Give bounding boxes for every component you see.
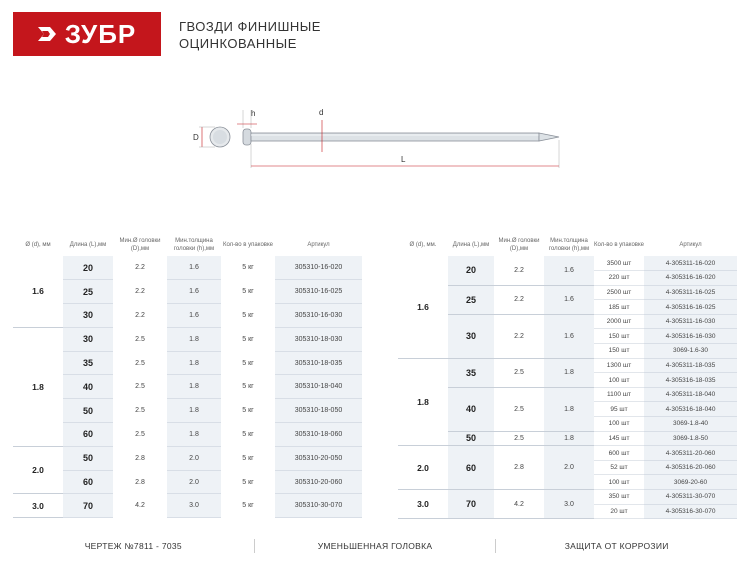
cell-length: 70 [448, 490, 494, 519]
table-row [398, 446, 737, 461]
col-header-length: Длина (L),мм [69, 242, 107, 248]
cell-article: 4-305316-30-070 [644, 504, 737, 519]
cell-head-diameter: 2.5 [494, 387, 544, 431]
footer-bar [13, 536, 737, 556]
cell-length: 30 [63, 327, 113, 351]
brand-logo [13, 12, 161, 56]
cell-qty: 5 кг [221, 351, 275, 375]
cell-head-diameter: 4.2 [494, 490, 544, 519]
table-row [13, 280, 362, 304]
brand-mark-icon [38, 25, 60, 43]
cell-qty: 5 кг [221, 399, 275, 423]
cell-diameter: 3.0 [398, 490, 448, 519]
cell-qty: 1300 шт [594, 358, 644, 373]
cell-diameter: 1.8 [13, 327, 63, 446]
table-row [13, 494, 362, 518]
cell-qty: 5 кг [221, 280, 275, 304]
cell-head-thickness: 1.6 [544, 314, 594, 358]
cell-qty: 1100 шт [594, 387, 644, 402]
cell-head-diameter: 2.2 [494, 256, 544, 285]
col-header-diameter: Ø (d), мм [25, 242, 51, 248]
cell-length: 50 [63, 399, 113, 423]
cell-length: 35 [448, 358, 494, 387]
col-header-qty: Кол-во в упаковке [222, 242, 273, 248]
cell-head-thickness: 1.6 [544, 256, 594, 285]
cell-article: 4-305316-16-025 [644, 300, 737, 315]
cell-article: 305310-20-050 [275, 446, 362, 470]
col-header-head-diameter: Мин.Ø головки (D),мм [498, 238, 540, 252]
col-header-length: Длина (L),мм [452, 242, 490, 248]
cell-article: 305310-20-060 [275, 470, 362, 494]
cell-length: 40 [63, 375, 113, 399]
table-row [13, 470, 362, 494]
cell-head-diameter: 2.5 [113, 351, 167, 375]
cell-article: 305310-16-025 [275, 280, 362, 304]
cell-head-thickness: 2.0 [167, 470, 221, 494]
cell-head-thickness: 1.6 [167, 304, 221, 328]
cell-head-diameter: 2.5 [494, 358, 544, 387]
cell-length: 60 [448, 446, 494, 490]
cell-article: 305310-18-050 [275, 399, 362, 423]
cell-article: 305310-18-035 [275, 351, 362, 375]
cell-diameter: 2.0 [398, 446, 448, 490]
cell-head-thickness: 3.0 [167, 494, 221, 518]
cell-head-diameter: 2.2 [113, 304, 167, 328]
cell-head-diameter: 2.2 [113, 280, 167, 304]
footer-drawing-number: ЧЕРТЕЖ №7811 - 7035 [84, 541, 182, 551]
cell-qty: 150 шт [594, 329, 644, 344]
cell-length: 30 [63, 304, 113, 328]
cell-head-thickness: 1.8 [167, 351, 221, 375]
col-header-head-thickness: Мин.толщина головки (h),мм [548, 238, 590, 252]
cell-head-diameter: 2.5 [494, 431, 544, 446]
cell-qty: 100 шт [594, 373, 644, 388]
cell-qty: 5 кг [221, 304, 275, 328]
table-row [13, 399, 362, 423]
cell-length: 35 [63, 351, 113, 375]
cell-diameter: 1.8 [398, 358, 448, 446]
cell-head-thickness: 1.8 [167, 375, 221, 399]
cell-qty: 5 кг [221, 375, 275, 399]
cell-qty: 95 шт [594, 402, 644, 417]
col-header-head-diameter: Мин.Ø головки (D),мм [119, 238, 161, 252]
col-header-diameter: Ø (d), мм. [409, 242, 437, 248]
label-D: D [193, 133, 199, 142]
cell-article: 4-305311-18-035 [644, 358, 737, 373]
cell-head-thickness: 1.8 [167, 423, 221, 447]
cell-qty: 5 кг [221, 494, 275, 518]
col-header-article: Артикул [679, 242, 702, 248]
cell-head-thickness: 1.8 [544, 431, 594, 446]
cell-article: 4-305316-20-060 [644, 460, 737, 475]
cell-qty: 5 кг [221, 423, 275, 447]
col-header-head-thickness: Мин.толщина головки (h),мм [173, 238, 215, 252]
cell-qty: 350 шт [594, 490, 644, 505]
table-row [398, 285, 737, 300]
cell-diameter: 1.6 [398, 256, 448, 358]
cell-qty: 5 кг [221, 327, 275, 351]
cell-length: 25 [63, 280, 113, 304]
cell-qty: 5 кг [221, 470, 275, 494]
table-row [13, 304, 362, 328]
title-line-2: ОЦИНКОВАННЫЕ [179, 36, 297, 51]
table-row [398, 387, 737, 402]
table-row [13, 375, 362, 399]
cell-article: 4-305311-20-060 [644, 446, 737, 461]
cell-article: 4-305316-18-040 [644, 402, 737, 417]
cell-qty: 100 шт [594, 417, 644, 432]
cell-head-diameter: 2.8 [113, 470, 167, 494]
cell-article: 4-305311-18-040 [644, 387, 737, 402]
cell-article: 4-305316-16-030 [644, 329, 737, 344]
cell-head-diameter: 2.8 [113, 446, 167, 470]
cell-qty: 150 шт [594, 344, 644, 359]
table-row [13, 256, 362, 280]
cell-article: 305310-30-070 [275, 494, 362, 518]
cell-qty: 2000 шт [594, 314, 644, 329]
table-row [398, 490, 737, 505]
cell-article: 4-305311-16-025 [644, 285, 737, 300]
cell-article: 305310-18-040 [275, 375, 362, 399]
cell-qty: 2500 шт [594, 285, 644, 300]
cell-diameter: 1.6 [13, 256, 63, 327]
table-row [398, 256, 737, 271]
table-row [13, 351, 362, 375]
cell-head-diameter: 2.2 [113, 256, 167, 280]
cell-length: 50 [448, 431, 494, 446]
cell-qty: 100 шт [594, 475, 644, 490]
nail-drawing [185, 100, 575, 180]
cell-length: 20 [63, 256, 113, 280]
cell-article: 3069-1.6-30 [644, 344, 737, 359]
cell-article: 4-305316-18-035 [644, 373, 737, 388]
cell-qty: 220 шт [594, 271, 644, 286]
cell-head-thickness: 1.6 [167, 280, 221, 304]
cell-article: 4-305311-16-020 [644, 256, 737, 271]
cell-diameter: 3.0 [13, 494, 63, 518]
cell-length: 20 [448, 256, 494, 285]
cell-head-thickness: 1.8 [544, 358, 594, 387]
table-row [13, 327, 362, 351]
cell-head-thickness: 2.0 [544, 446, 594, 490]
cell-length: 25 [448, 285, 494, 314]
left-table-header [13, 234, 362, 256]
cell-qty: 185 шт [594, 300, 644, 315]
cell-head-thickness: 1.6 [544, 285, 594, 314]
label-d: d [319, 108, 324, 117]
cell-qty: 145 шт [594, 431, 644, 446]
cell-diameter: 2.0 [13, 446, 63, 494]
cell-length: 60 [63, 423, 113, 447]
cell-article: 4-305316-16-020 [644, 271, 737, 286]
cell-head-diameter: 2.2 [494, 285, 544, 314]
cell-length: 50 [63, 446, 113, 470]
cell-article: 305310-16-030 [275, 304, 362, 328]
brand-logo-text: ЗУБР [64, 18, 137, 49]
cell-head-thickness: 1.8 [544, 387, 594, 431]
cell-head-diameter: 2.5 [113, 423, 167, 447]
cell-head-diameter: 2.5 [113, 375, 167, 399]
cell-qty: 5 кг [221, 446, 275, 470]
footer-reduced-head: УМЕНЬШЕННАЯ ГОЛОВКА [317, 541, 433, 551]
cell-article: 3069-1.8-50 [644, 431, 737, 446]
cell-article: 3069-1.8-40 [644, 417, 737, 432]
table-row [398, 431, 737, 446]
table-row [13, 423, 362, 447]
col-header-qty: Кол-во в упаковке [594, 242, 645, 248]
cell-head-thickness: 1.8 [167, 327, 221, 351]
cell-qty: 600 шт [594, 446, 644, 461]
right-table-header [398, 234, 737, 256]
table-row [398, 358, 737, 373]
col-header-article: Артикул [307, 242, 330, 248]
cell-qty: 5 кг [221, 256, 275, 280]
product-title [179, 18, 321, 52]
cell-length: 70 [63, 494, 113, 518]
cell-head-thickness: 2.0 [167, 446, 221, 470]
cell-article: 305310-18-030 [275, 327, 362, 351]
label-L: L [401, 155, 406, 164]
cell-head-thickness: 3.0 [544, 490, 594, 519]
cell-length: 30 [448, 314, 494, 358]
cell-article: 305310-18-060 [275, 423, 362, 447]
table-row [398, 314, 737, 329]
cell-article: 305310-16-020 [275, 256, 362, 280]
cell-qty: 52 шт [594, 460, 644, 475]
cell-head-diameter: 4.2 [113, 494, 167, 518]
cell-qty: 20 шт [594, 504, 644, 519]
cell-article: 4-305311-30-070 [644, 490, 737, 505]
cell-length: 60 [63, 470, 113, 494]
right-spec-table [398, 234, 737, 519]
cell-head-diameter: 2.8 [494, 446, 544, 490]
cell-article: 4-305311-16-030 [644, 314, 737, 329]
title-line-1: ГВОЗДИ ФИНИШНЫЕ [179, 19, 321, 34]
table-row [13, 446, 362, 470]
cell-length: 40 [448, 387, 494, 431]
footer-corrosion-protection: ЗАЩИТА ОТ КОРРОЗИИ [564, 541, 669, 551]
label-h: h [251, 109, 256, 118]
cell-head-thickness: 1.6 [167, 256, 221, 280]
cell-head-thickness: 1.8 [167, 399, 221, 423]
cell-head-diameter: 2.2 [494, 314, 544, 358]
cell-qty: 3500 шт [594, 256, 644, 271]
left-spec-table [13, 234, 362, 518]
cell-head-diameter: 2.5 [113, 399, 167, 423]
cell-article: 3069-20-60 [644, 475, 737, 490]
cell-head-diameter: 2.5 [113, 327, 167, 351]
